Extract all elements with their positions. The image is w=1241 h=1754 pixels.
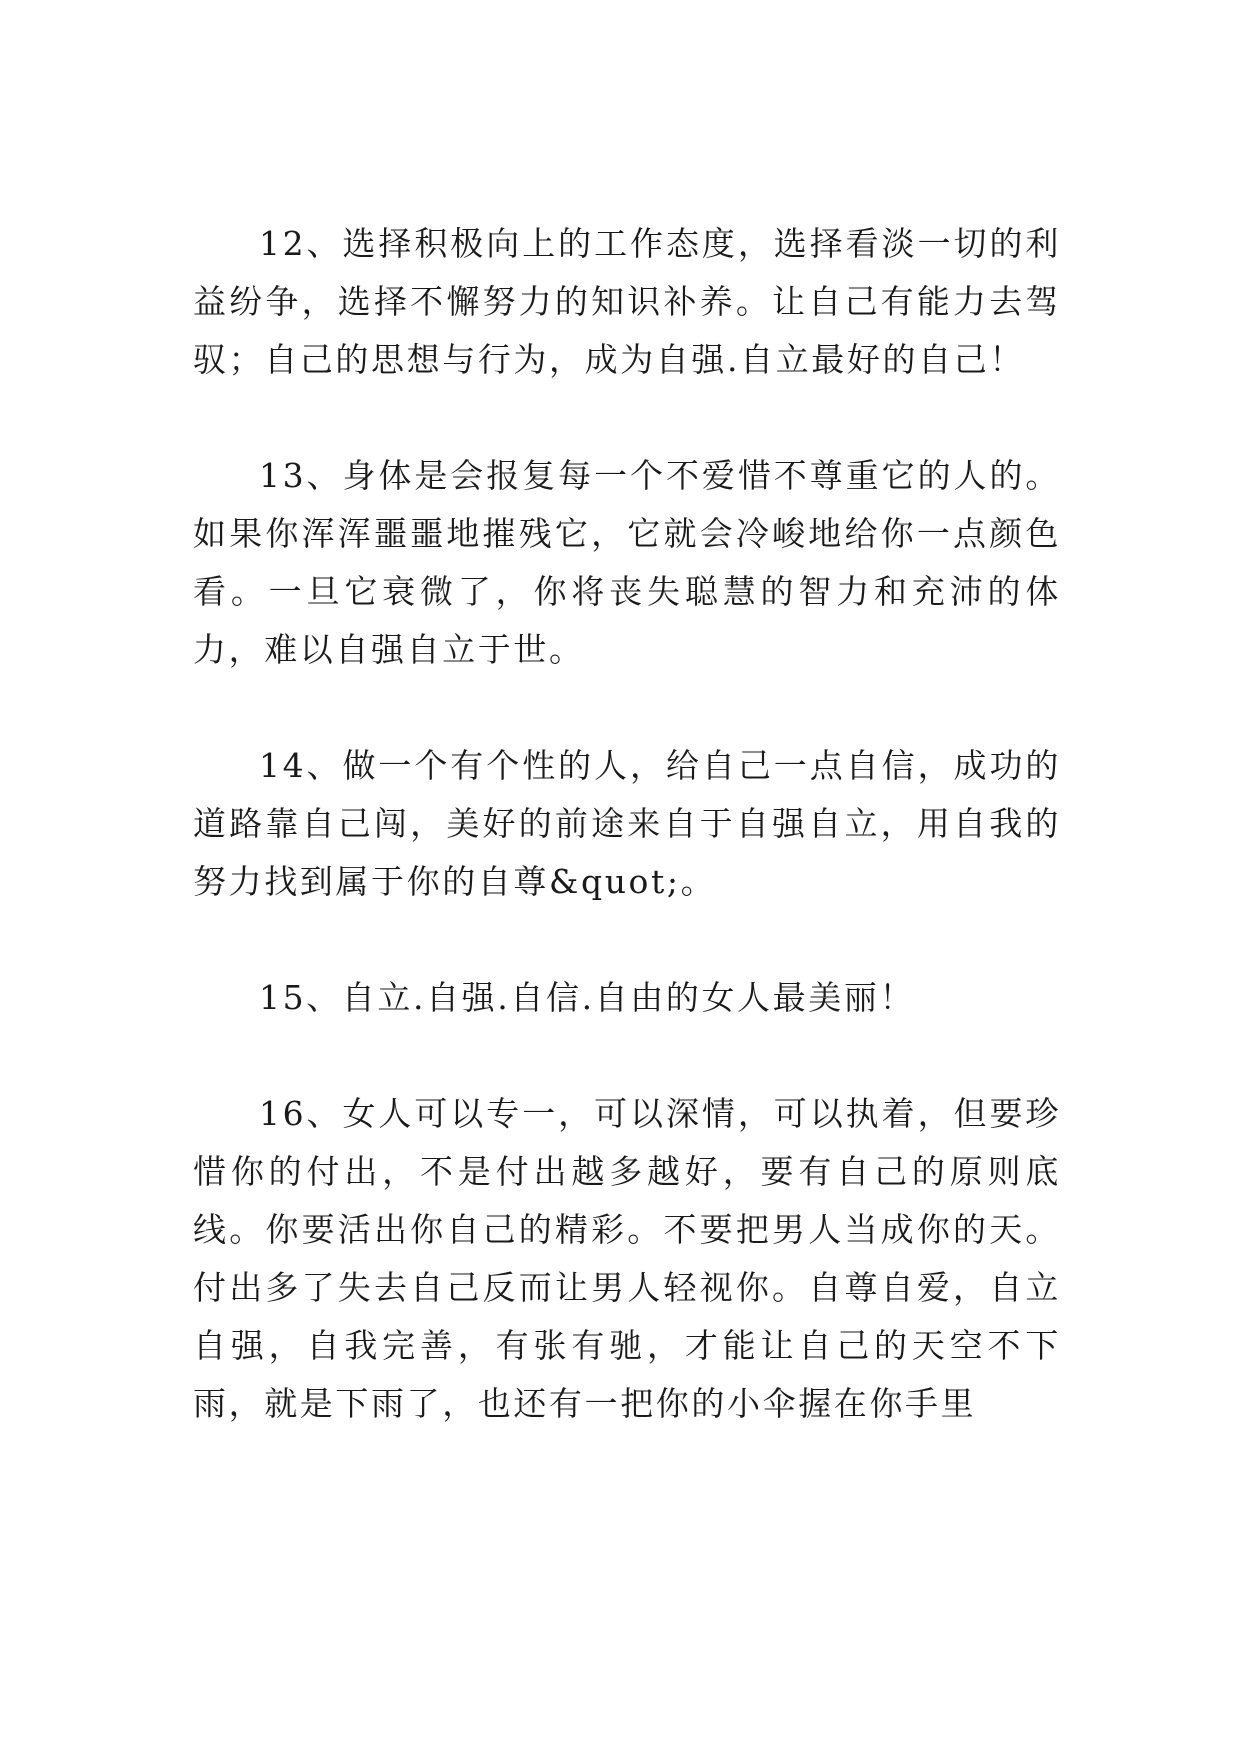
paragraph-16: 16、女人可以专一，可以深情，可以执着，但要珍惜你的付出，不是付出越多越好，要有自己的原则底线。你要活出你自己的精彩。不要把男人当成你的天。付出多了失去自己反而让男人轻视你。自尊自爱，自立自强，自我完善，有张有驰，才能让自己的天空不下雨，就是下雨了，也还有一把你的小伞握在你手里: [193, 1094, 1061, 1423]
paragraph-12: 12、选择积极向上的工作态度，选择看淡一切的利益纷争，选择不懈努力的知识补养。让自己有能力去驾驭；自己的思想与行为，成为自强.自立最好的自己！: [193, 224, 1061, 379]
paragraph-13: 13、身体是会报复每一个不爱惜不尊重它的人的。如果你浑浑噩噩地摧残它，它就会冷峻地给你一点颜色看。一旦它衰微了，你将丧失聪慧的智力和充沛的体力，难以自强自立于世。: [193, 456, 1061, 669]
document-body: [193, 215, 1061, 1433]
paragraph-14: 14、做一个有个性的人，给自己一点自信，成功的道路靠自己闯，美好的前途来自于自强自立，用自我的努力找到属于你的自尊&quot;。: [193, 746, 1061, 901]
paragraph-15: 15、自立.自强.自信.自由的女人最美丽！: [259, 978, 916, 1017]
